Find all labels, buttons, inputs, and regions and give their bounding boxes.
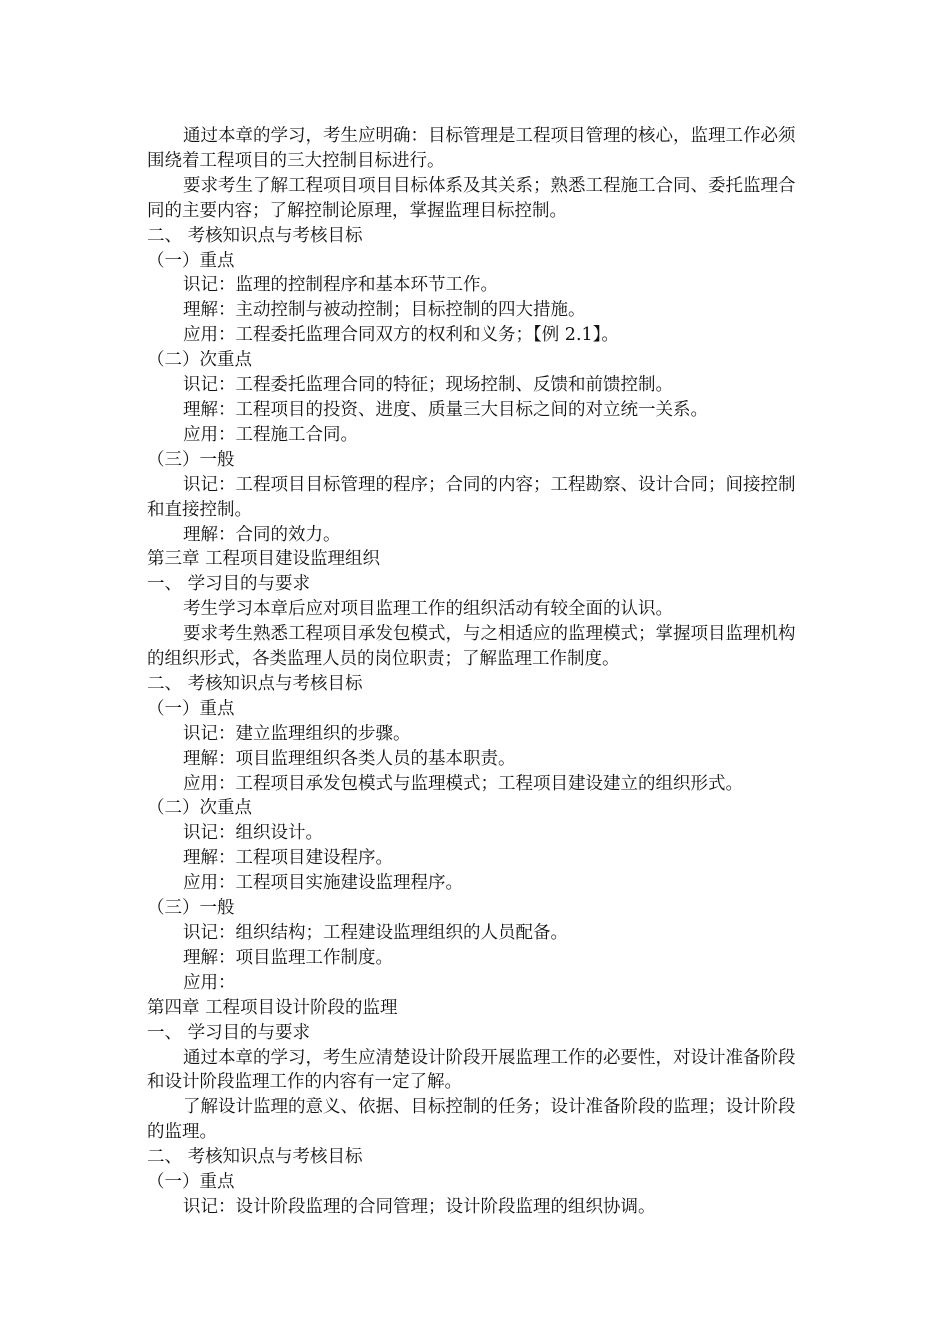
- section-heading: 二、 考核知识点与考核目标: [147, 225, 363, 246]
- text-line: 识记：组织结构；工程建设监理组织的人员配备。: [183, 923, 568, 943]
- text-line: 识记：工程委托监理合同的特征；现场控制、反馈和前馈控制。: [183, 375, 673, 396]
- section-heading: （二）次重点: [147, 350, 252, 371]
- text-line: 理解：项目监理组织各类人员的基本职责。: [183, 748, 516, 769]
- text-line: 理解：合同的效力。: [183, 524, 341, 545]
- text-line: 理解：工程项目建设程序。: [183, 848, 393, 869]
- text-line: 应用：工程委托监理合同双方的权利和义务；【例 2.1】。: [183, 325, 619, 346]
- document-body: [147, 124, 809, 1220]
- paragraph: 识记：工程项目目标管理的程序；合同的内容；工程勘察、设计合同；间接控制和直接控制。: [147, 474, 796, 520]
- section-heading: （一）重点: [147, 698, 235, 719]
- text-line: 理解：主动控制与被动控制；目标控制的四大措施。: [183, 300, 586, 321]
- section-heading: （三）一般: [147, 898, 235, 919]
- section-heading: 一、 学习目的与要求: [147, 1022, 311, 1043]
- text-line: 理解：项目监理工作制度。: [183, 947, 393, 968]
- section-heading: 一、 学习目的与要求: [147, 574, 311, 595]
- paragraph: 要求考生了解工程项目项目目标体系及其关系；熟悉工程施工合同、委托监理合同的主要内容；了解控制论原理，掌握监理目标控制。: [147, 175, 796, 221]
- section-heading: （二）次重点: [147, 798, 252, 819]
- text-line: 应用：: [183, 972, 236, 993]
- text-line: 理解：工程项目的投资、进度、质量三大目标之间的对立统一关系。: [183, 399, 708, 420]
- section-heading: 第三章 工程项目建设监理组织: [147, 549, 381, 570]
- text-line: 识记：建立监理组织的步骤。: [183, 723, 411, 744]
- paragraph: 通过本章的学习，考生应明确：目标管理是工程项目管理的核心，监理工作必须围绕着工程项目的三大控制目标进行。: [147, 126, 796, 171]
- text-line: 识记：设计阶段监理的合同管理；设计阶段监理的组织协调。: [183, 1196, 656, 1217]
- paragraph: 通过本章的学习，考生应清楚设计阶段开展监理工作的必要性，对设计准备阶段和设计阶段监理工作的内容有一定了解。: [147, 1047, 796, 1093]
- text-line: 识记：组织设计。: [183, 823, 323, 844]
- text-line: 考生学习本章后应对项目监理工作的组织活动有较全面的认识。: [183, 599, 673, 620]
- section-heading: 二、 考核知识点与考核目标: [147, 1147, 363, 1168]
- section-heading: （一）重点: [147, 250, 235, 271]
- section-heading: 二、 考核知识点与考核目标: [147, 673, 363, 694]
- text-line: 应用：工程施工合同。: [183, 424, 358, 445]
- text-line: 识记：监理的控制程序和基本环节工作。: [183, 275, 498, 296]
- text-line: 应用：工程项目承发包模式与监理模式；工程项目建设建立的组织形式。: [183, 773, 743, 794]
- paragraph: 了解设计监理的意义、依据、目标控制的任务；设计准备阶段的监理；设计阶段的监理。: [147, 1097, 796, 1143]
- paragraph: 要求考生熟悉工程项目承发包模式，与之相适应的监理模式；掌握项目监理机构的组织形式，各类监理人员的岗位职责；了解监理工作制度。: [147, 624, 796, 670]
- section-heading: （一）重点: [147, 1172, 235, 1193]
- text-line: 应用：工程项目实施建设监理程序。: [183, 873, 463, 894]
- section-heading: （三）一般: [147, 449, 235, 470]
- section-heading: 第四章 工程项目设计阶段的监理: [147, 997, 398, 1018]
